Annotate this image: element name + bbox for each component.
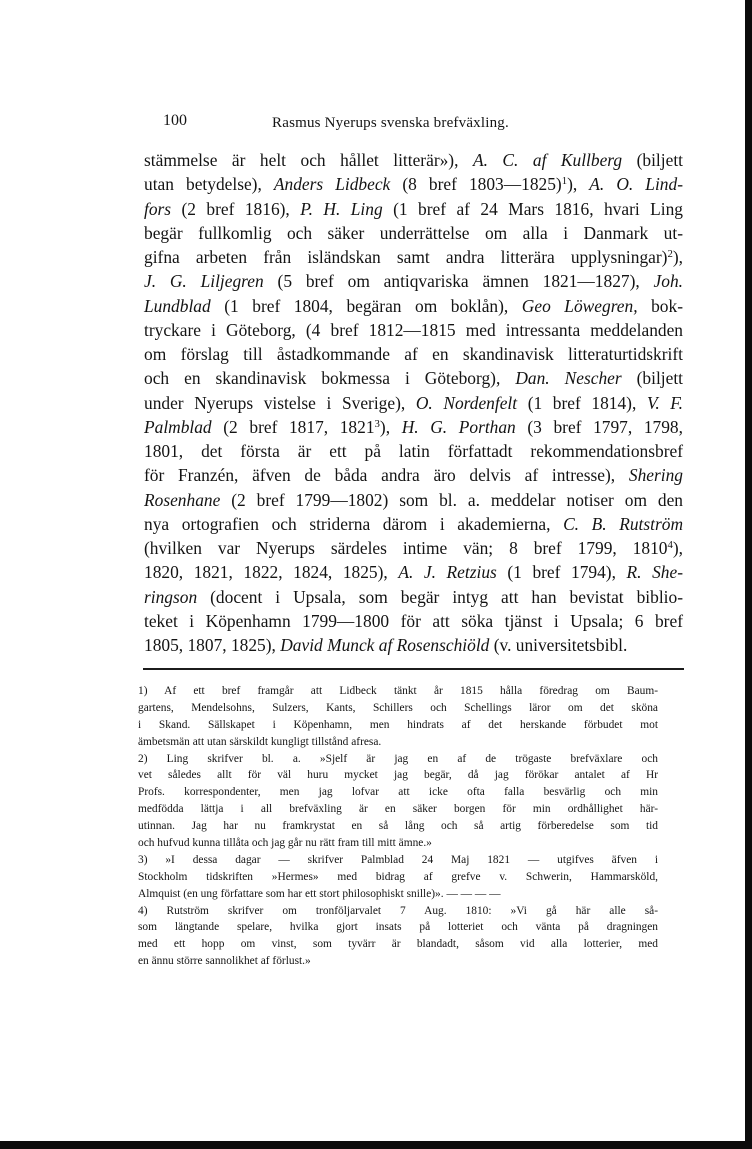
person-name: Joh. — [653, 271, 683, 292]
person-name: A. O. Lind- — [589, 174, 683, 195]
text-run: (2 bref 1817, 1821 — [211, 416, 375, 437]
footnote-line: gartens, Mendelsohns, Sulzers, Kants, Schillers och Schellings läror om det sköna — [138, 701, 658, 714]
footnote-line: 3) »I dessa dagar — skrifver Palmblad 24 Maj 1821 — utgifves äfven i — [138, 853, 658, 866]
footnote-ref: 1 — [561, 175, 568, 188]
footnote-line: 2) Ling skrifver bl. a. »Sjelf är jag en af de trögaste brefväxlare och — [138, 752, 658, 765]
footnote-line: 1) Af ett bref framgår att Lidbeck tänkt år 1815 hålla föredrag om Baum- — [138, 685, 658, 697]
person-name: P. H. Ling — [300, 198, 383, 219]
text-run: gifna arbeten från isländskan samt andra litterära upplysningar) — [144, 247, 668, 267]
text-run: (biljett — [621, 368, 683, 389]
text-run: (docent i Upsala, som begär intyg att han bevistat biblio- — [197, 586, 683, 607]
footnote-line: och hufvud kunna tillåta och jag går nu rätt fram till mitt ämne.» — [138, 837, 432, 850]
text-run: (8 bref 1803—1825) — [390, 174, 562, 195]
person-name: Lundblad — [144, 295, 211, 316]
text-run: ), — [379, 416, 402, 437]
footnote-line: Profs. korrespondenter, men jag lofvar att icke ofta falla besvärlig och min — [138, 786, 658, 799]
text-run: (2 bref 1799—1802) som bl. a. meddelar notiser om den — [220, 489, 683, 510]
footnote-line: en ännu större sannolikhet af förlust.» — [138, 955, 311, 968]
person-name: J. G. Liljegren — [144, 271, 264, 292]
body-line — [144, 633, 683, 657]
text-run: för Franzén, äfven de båda andra äro delvis af intresse), — [144, 465, 629, 486]
text-run: (biljett — [622, 150, 683, 170]
text-run: och en skandinavisk bokmessa i Göteborg), — [144, 368, 516, 389]
footnote-line: med ett hopp om vinst, som tyvärr är blandadt, såsom vid alla lotterier, med — [138, 938, 658, 951]
text-run: begär fullkomlig och säker underrättelse om alla i Danmark ut- — [144, 222, 683, 243]
person-name: V. F. — [646, 392, 684, 413]
body-line — [144, 536, 683, 560]
body-line — [144, 221, 683, 245]
footnote-line: 4) Rutström skrifver om tronföljarvalet 7 Aug. 1810: »Vi gå här alle så- — [138, 904, 658, 917]
person-name: Rosenhane — [144, 489, 221, 510]
body-line — [144, 585, 683, 609]
footnote-ref: 4 — [667, 539, 673, 552]
body-line — [144, 512, 683, 536]
scan-edge-right — [745, 0, 752, 1149]
body-line — [144, 415, 683, 439]
body-line — [144, 318, 683, 342]
text-run: 1820, 1821, 1822, 1824, 1825), — [144, 562, 399, 583]
person-name: A. J. Retzius — [398, 562, 497, 583]
footnote-line: som längtande spelare, hvilka gjort insats på lotteriet och vänta på dragningen — [138, 921, 658, 934]
footnotes — [138, 683, 658, 970]
text-run: (1 bref af 24 Mars 1816, hvari Ling — [382, 198, 684, 219]
body-text — [144, 148, 683, 657]
text-run: (v. universitetsbibl. — [489, 635, 628, 655]
body-line — [144, 366, 683, 390]
text-run: teket i Köpenhamn 1799—1800 för att söka tjänst i Upsala; 6 bref — [144, 610, 683, 631]
footnote-line: Almquist (en ung författare som har ett stort philosophiskt snille)». — — — — — [138, 887, 501, 900]
footnote-line: medfödda lättja i all brefväxling är en säker borgen för min ordhållighet här- — [138, 803, 658, 816]
footnote-ref: 2 — [667, 248, 673, 261]
person-name: Geo Löwegren, — [521, 295, 638, 316]
text-run: (5 bref om antiqvariska ämnen 1821—1827), — [263, 271, 654, 292]
text-run: ), — [672, 247, 683, 267]
person-name: C. B. Rutström — [563, 513, 684, 534]
text-run: (1 bref 1794), — [496, 562, 627, 583]
text-run: ), — [567, 174, 590, 195]
footnote-line: i Skand. Sällskapet i Köpenhamn, men hindrats af det herskande förbudet mot — [138, 718, 658, 731]
body-line — [144, 294, 683, 318]
body-line — [144, 172, 683, 196]
text-run: om förslag till åstadkommande af en skandinavisk litteraturtidskrift — [144, 344, 683, 364]
person-name: Shering — [628, 465, 683, 486]
footnote-line: utinnan. Jag har nu framkrystat en så lång och så artig förberedelse som tid — [138, 820, 658, 833]
body-line — [144, 342, 683, 366]
person-name: David Munck af Rosenschiöld — [280, 635, 490, 655]
person-name: O. Nordenfelt — [415, 392, 518, 413]
text-run: (2 bref 1816), — [171, 198, 301, 219]
scan-edge-bottom — [0, 1141, 752, 1149]
footnote-line: vet således allt för väl huru mycket jag begär, då jag förökar antalet af Hr — [138, 769, 658, 782]
text-run: (1 bref 1814), — [517, 392, 647, 413]
text-run: (1 bref 1804, begäran om boklån), — [210, 295, 522, 316]
body-line — [144, 560, 683, 584]
text-run: (hvilken var Nyerups särdeles intime vän; 8 bref 1799, 1810 — [144, 538, 668, 558]
text-run: bok- — [637, 295, 683, 316]
body-line — [144, 488, 683, 512]
body-line — [144, 391, 683, 415]
text-run: under Nyerups vistelse i Sverige), — [144, 392, 416, 413]
page-number: 100 — [163, 112, 187, 129]
footnote-ref: 3 — [374, 417, 380, 430]
text-run: utan betydelse), — [144, 174, 274, 195]
person-name: R. She- — [626, 562, 683, 583]
footnote-rule — [143, 668, 684, 670]
person-name: A. C. af Kullberg — [472, 150, 623, 170]
text-run: (3 bref 1797, 1798, — [515, 416, 683, 437]
text-run: 1805, 1807, 1825), — [144, 635, 281, 655]
body-line — [144, 148, 683, 172]
body-line — [144, 269, 683, 293]
person-name: fors — [144, 198, 172, 219]
text-run: tryckare i Göteborg, (4 bref 1812—1815 med intressanta meddelanden — [144, 319, 683, 340]
footnote-line: Stockholm tidskriften »Hermes» med bidrag af grefve v. Schwerin, Hammarsköld, — [138, 870, 658, 883]
body-line — [144, 197, 683, 221]
footnote-line: ämbetsmän att utan särskildt kungligt tillstånd afresa. — [138, 735, 382, 748]
person-name: Dan. Nescher — [515, 368, 622, 389]
text-run: 1801, det första är ett på latin författadt rekommendationsbref — [144, 441, 683, 461]
text-run: nya ortografien och striderna därom i akademierna, — [144, 513, 564, 534]
person-name: Palmblad — [144, 416, 212, 437]
text-run: ), — [672, 538, 683, 558]
running-title: Rasmus Nyerups svenska brefväxling. — [272, 115, 509, 131]
person-name: ringson — [144, 586, 198, 607]
body-line — [144, 609, 683, 633]
person-name: H. G. Porthan — [401, 416, 516, 437]
text-run: stämmelse är helt och hållet litterär»), — [144, 150, 473, 170]
person-name: Anders Lidbeck — [273, 174, 391, 195]
body-line — [144, 245, 683, 269]
body-line — [144, 463, 683, 487]
body-line — [144, 439, 683, 463]
